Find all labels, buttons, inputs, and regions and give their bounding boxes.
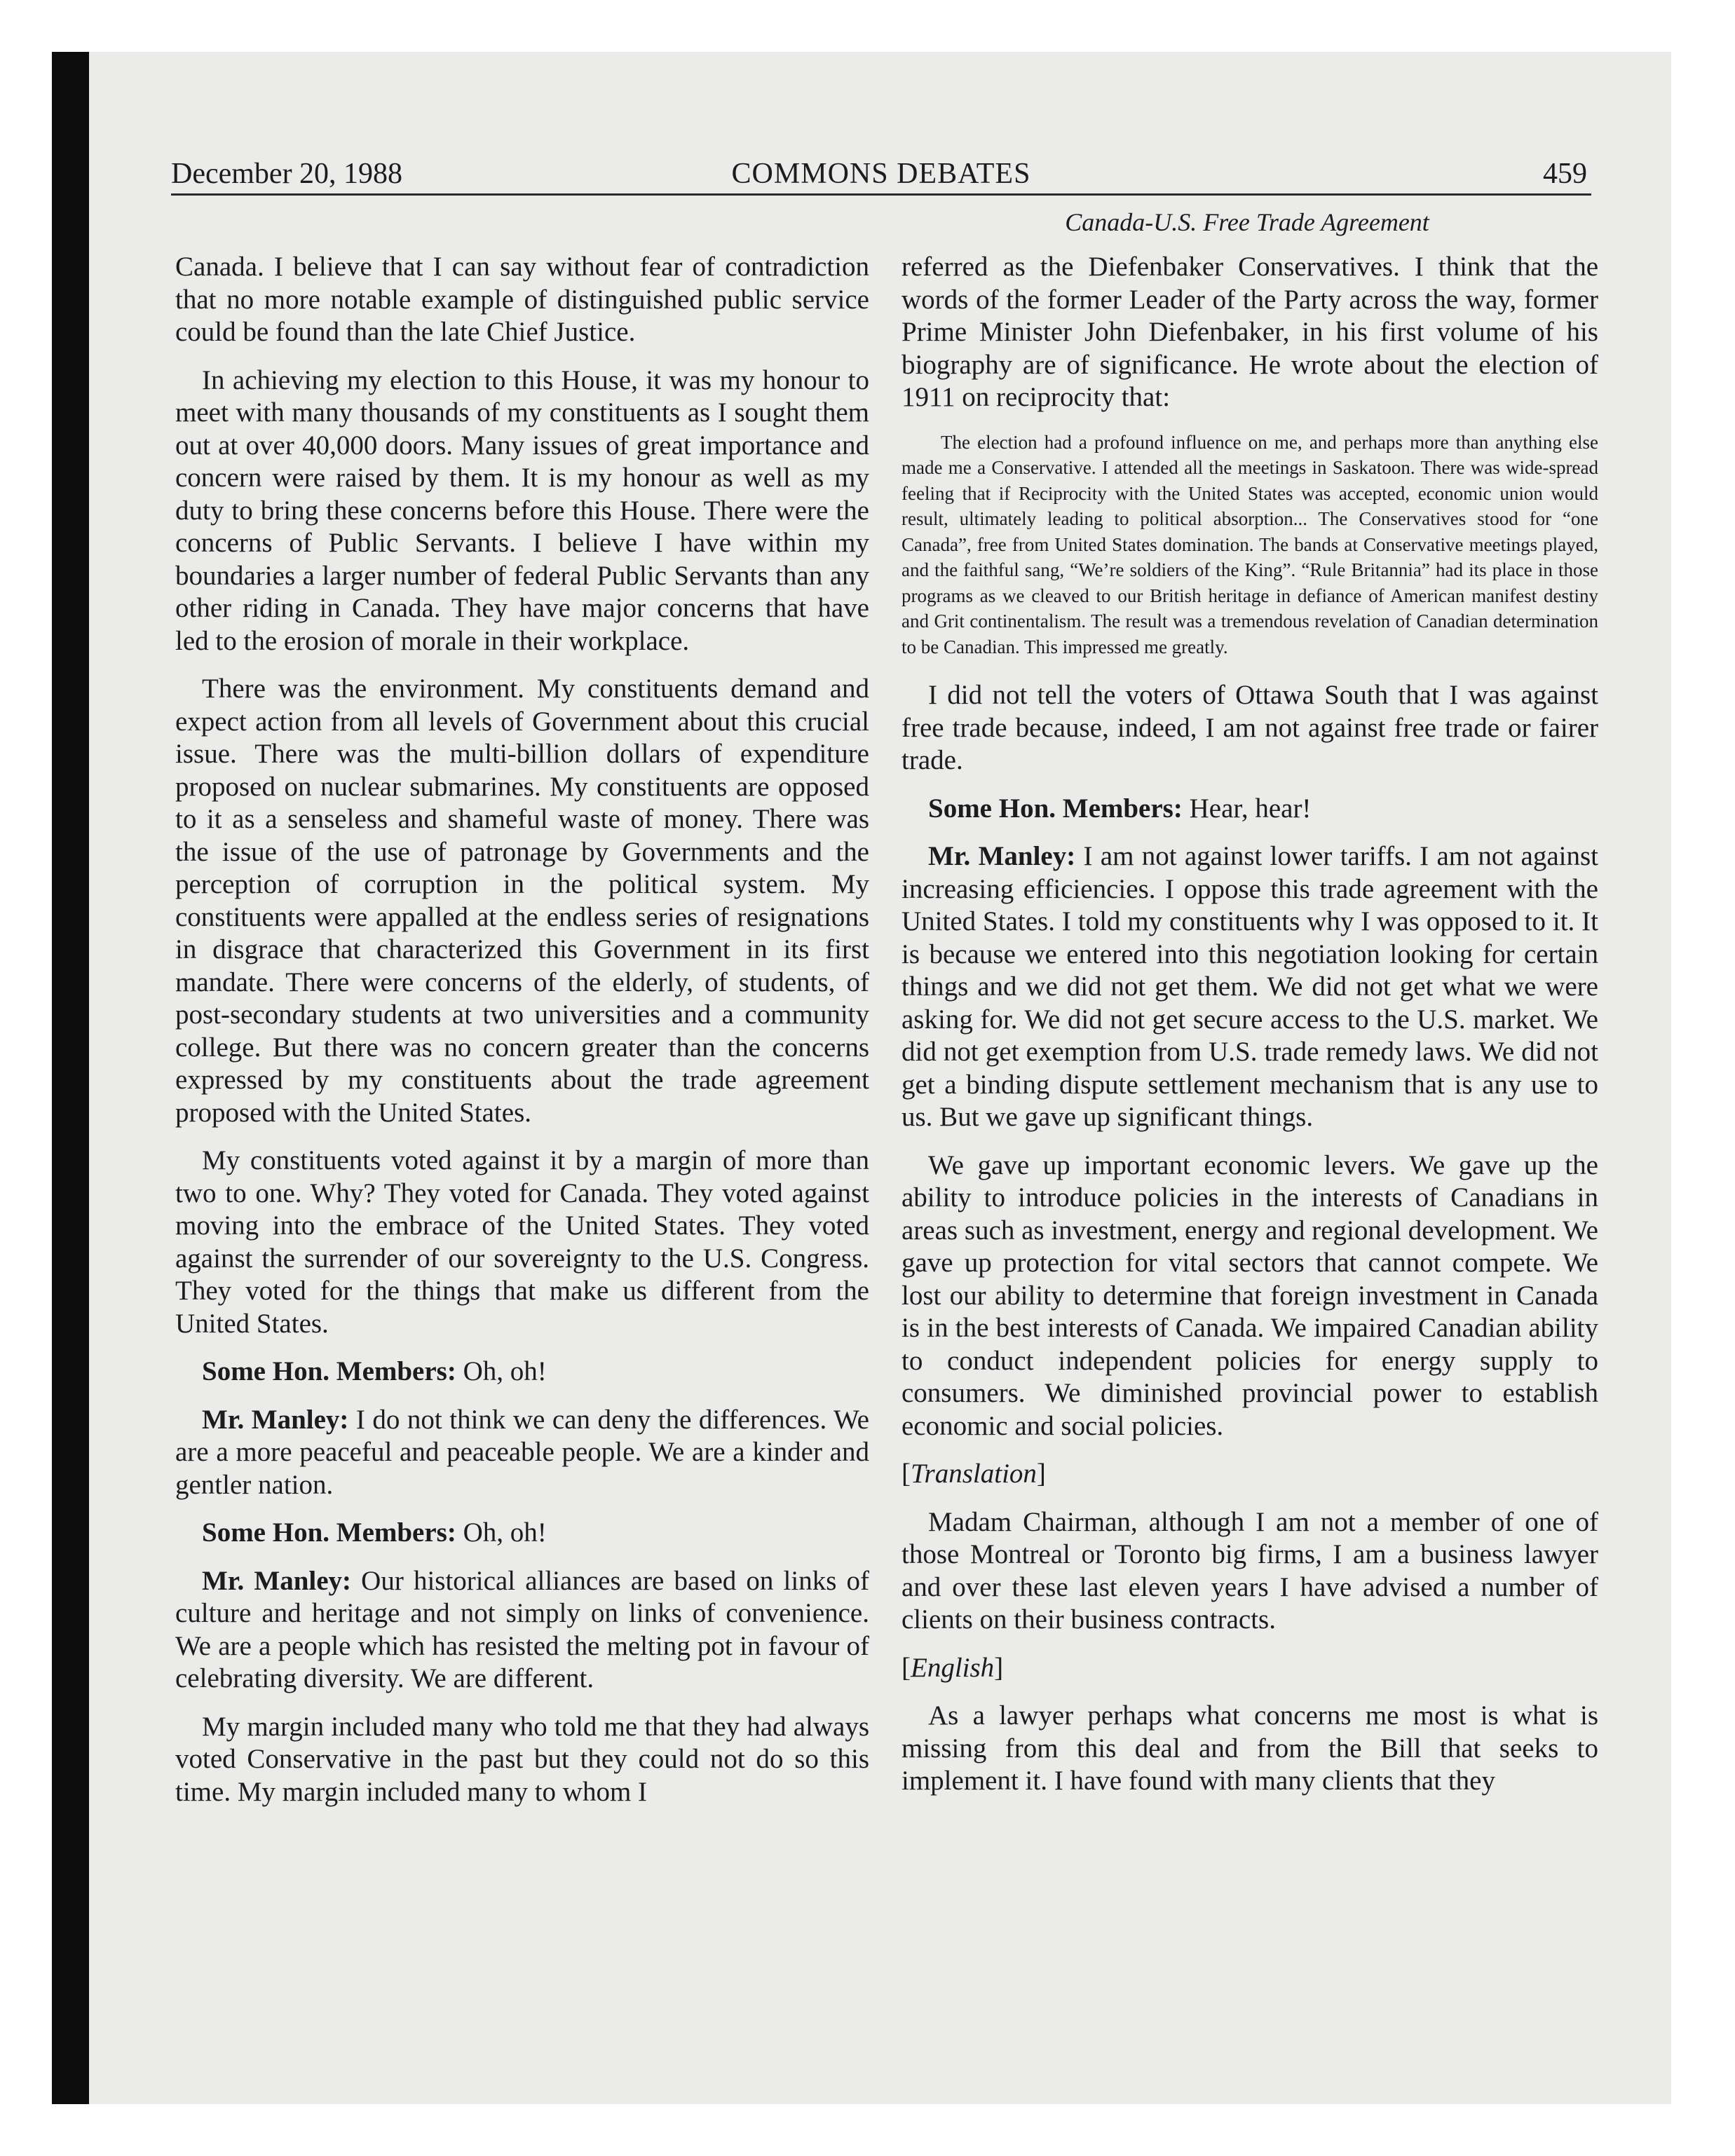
paragraph: referred as the Diefenbaker Conservatives. I think that the words of the former Leader of the Party across the way, former Prime Minister John Diefenbaker, in his first volume of his biography are of significance. He wrote about the election of 1911 on reciprocity that: [901, 252, 1598, 412]
paragraph: My margin included many who told me that they had always voted Conservative in the past but they could not do so this time. My margin included many to whom I [175, 1711, 869, 1807]
paragraph: I did not tell the voters of Ottawa South that I was against free trade because, indeed, I am not against free trade or fairer trade. [901, 680, 1598, 775]
interjection [175, 1356, 869, 1389]
speaker-name: Mr. Manley: [202, 1565, 352, 1596]
speech [901, 840, 1598, 1134]
header-title: COMMONS DEBATES [731, 158, 1031, 190]
speaker-name: Some Hon. Members: [202, 1356, 456, 1386]
paragraph: In achieving my election to this House, it was my honour to meet with many thousands of my constituents as I sought them out at over 40,000 doors. Many issues of great importance and concern were raised by them. It is my honour as well as my duty to bring these concerns before this House. There were the concerns of Public Servants. I believe I have within my boundaries a larger number of federal Public Servants than any other riding in Canada. They have major concerns that have led to the erosion of morale in their workplace. [175, 364, 869, 656]
speaker-name: Mr. Manley: [928, 841, 1076, 871]
speaker-name: Mr. Manley: [202, 1404, 349, 1435]
page-number: 459 [1543, 158, 1587, 190]
interjection [901, 793, 1598, 826]
section-subhead: Canada-U.S. Free Trade Agreement [1065, 208, 1429, 236]
speaker-name: Some Hon. Members: [202, 1517, 456, 1548]
scan-binding-edge [52, 52, 89, 2104]
paragraph: Canada. I believe that I can say without fear of contradiction that no more notable example of distinguished public service could be found than the late Chief Justice. [175, 252, 869, 347]
language-tag: [English] [901, 1652, 1004, 1683]
header-rule [171, 193, 1591, 196]
running-header [171, 156, 1591, 192]
speech-text: Oh, oh! [456, 1517, 547, 1548]
block-quote: The election had a profound influence on me, and perhaps more than anything else made me a Conservative. I attended all the meetings in Saskatoon. There was wide-spread feeling that if Reciprocity with the United States was accepted, economic union would result, ultimately leading to political absorption... The Conservatives stood for “one Canada”, free from United States domination. The bands at Conservative meetings played, and the faithful sang, “We’re soldiers of the King”. “Rule Britannia” had its place in those programs as we cleaved to our British heritage in defiance of American manifest destiny and Grit continentalism. The result was a tremendous revelation of Canadian determination to be Canadian. This impressed me greatly. [901, 431, 1598, 657]
paragraph: My constituents voted against it by a margin of more than two to one. Why? They voted for Canada. They voted against moving into the embrace of the United States. They voted against the surrender of our sovereignty to the U.S. Congress. They voted for the things that make us different from the United States. [175, 1145, 869, 1339]
language-tag-text: English [911, 1652, 995, 1683]
right-column [901, 251, 1598, 1813]
paragraph: As a lawyer perhaps what concerns me most is what is missing from this deal and from the Bill that seeks to implement it. I have found with many clients that they [901, 1700, 1598, 1796]
speech-text: I do not think we can deny the differences. We are a more peaceful and peaceable people. We are a kinder and gentler nation. [175, 1404, 869, 1500]
interjection [175, 1517, 869, 1550]
left-column [175, 251, 869, 1824]
paragraph: Madam Chairman, although I am not a member of one of those Montreal or Toronto big firms, I am a business lawyer and over these last eleven years I have advised a number of clients on their business contracts. [901, 1506, 1598, 1635]
paragraph: We gave up important economic levers. We gave up the ability to introduce policies in the interests of Canadians in areas such as investment, energy and regional development. We gave up protection for vital sectors that cannot compete. We lost our ability to determine that foreign investment in Canada is in the best interests of Canada. We impaired Canadian ability to conduct independent policies for energy supply to consumers. We diminished provincial power to establish economic and social policies. [901, 1149, 1598, 1441]
paragraph: There was the environment. My constituents demand and expect action from all levels of Government about this crucial issue. There was the multi-billion dollars of expenditure proposed on nuclear submarines. My constituents are opposed to it as a senseless and shameful waste of money. There was the issue of the use of patronage by Governments and the perception of corruption in the political system. My constituents were appalled at the endless series of resignations in disgrace that characterized this Government in its first mandate. There were concerns of the elderly, of students, of post-secondary students at two universities and a community college. But there was no concern greater than the concerns expressed by my constituents about the trade agreement proposed with the United States. [175, 674, 869, 1128]
language-tag: [Translation] [901, 1459, 1046, 1489]
speech-text: Our historical alliances are based on links of culture and heritage and not simply on links of convenience. We are a people which has resisted the melting pot in favour of celebrating diversity. We are different. [175, 1565, 869, 1693]
speech-text: Oh, oh! [456, 1356, 547, 1386]
speaker-name: Some Hon. Members: [928, 793, 1183, 824]
speech-text: Hear, hear! [1182, 793, 1312, 824]
header-date: December 20, 1988 [171, 158, 403, 190]
speech-text: I am not against lower tariffs. I am not against increasing efficiencies. I oppose this trade agreement with the United States. I told my constituents why I was opposed to it. It is because we entered into this negotiation looking for certain things and we did not get them. We did not get what we were asking for. We did not get secure access to the U.S. market. We did not get exemption from U.S. trade remedy laws. We did not get a binding dispute settlement mechanism that is any use to us. But we gave up significant things. [901, 841, 1598, 1132]
speech [175, 1565, 869, 1696]
speech [175, 1404, 869, 1502]
language-tag-text: Translation [911, 1459, 1037, 1489]
